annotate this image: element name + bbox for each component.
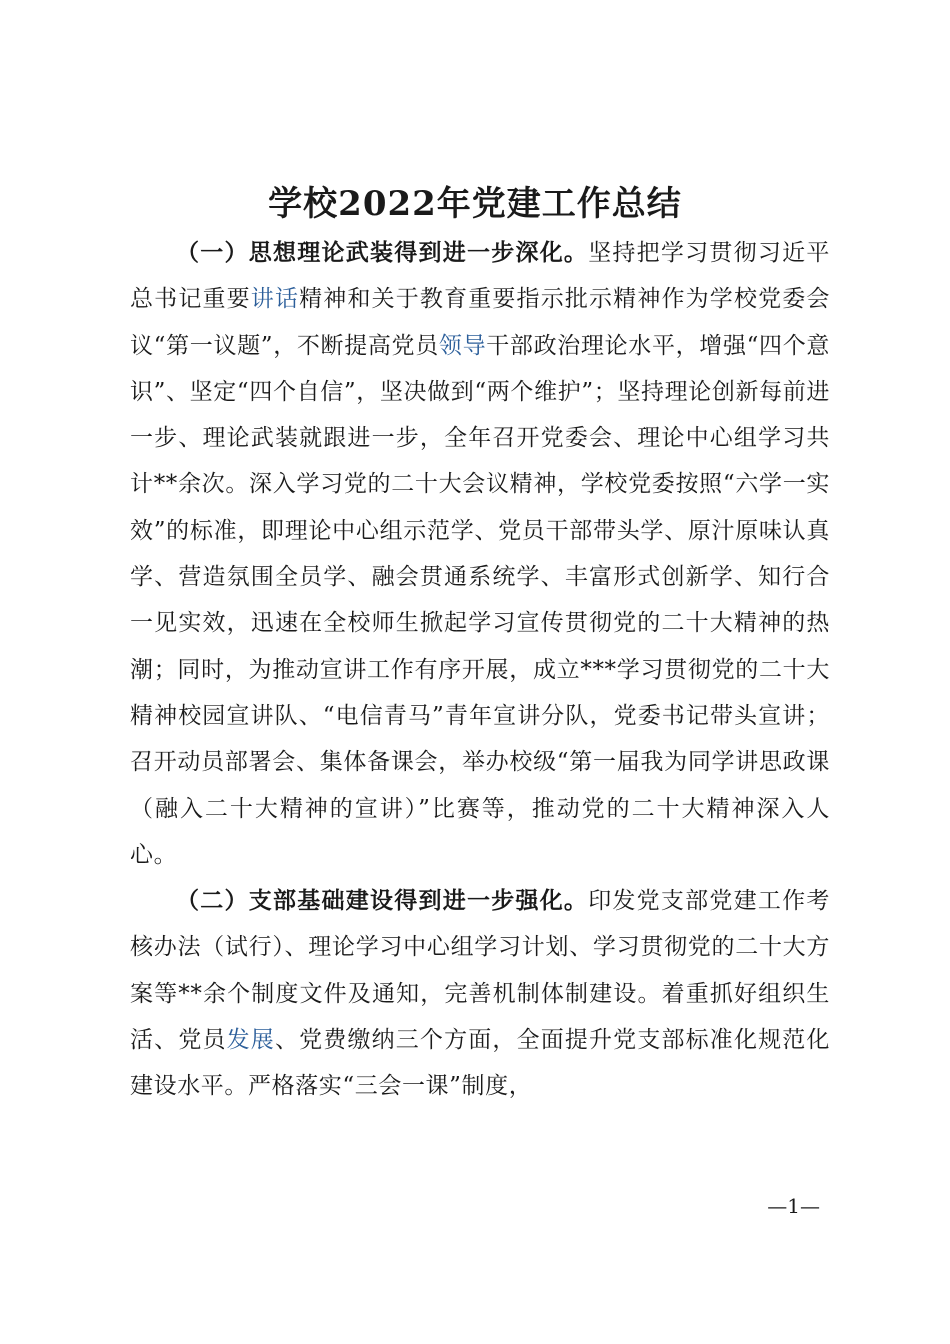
document-body	[130, 230, 830, 1110]
document-title: 学校2022年党建工作总结	[268, 184, 682, 224]
section-1-text-1: 坚持把学习贯彻习近平总书记重要	[130, 240, 831, 313]
section-2-link-development[interactable]: 发展	[226, 1027, 275, 1054]
section-2-paragraph	[130, 878, 830, 1109]
section-2-text-1: 印发党支部党建工作考核办法（试行）、理论学习中心组学习计划、学习贯彻党的二十大方案等**余个制度文件及通知，完善机制体制建设。着重抓好组织生活、党员	[130, 888, 831, 1054]
section-1-text-2: 精神和关于教育重要指示批示精神作为学校党委会议“第一议题”，不断提高党员	[130, 286, 831, 359]
section-1-link-speech[interactable]: 讲话	[250, 286, 300, 313]
section-1-link-leadership[interactable]: 领导	[438, 332, 487, 359]
section-1-paragraph	[130, 230, 830, 878]
section-2-text-2: 、党费缴纳三个方面，全面提升党支部标准化规范化建设水平。严格落实“三会一课”制度，	[130, 1027, 831, 1100]
section-1-heading: （一）思想理论武装得到进一步深化。	[176, 239, 589, 266]
page-number: —1—	[767, 1194, 820, 1218]
section-1-text-3: 干部政治理论水平，增强“四个意识”、坚定“四个自信”，坚决做到“两个维护”；坚持理论创新每前进一步、理论武装就跟进一步，全年召开党委会、理论中心组学习共计**余次。深入学习党的二十大会议精神，学校党委按照“六学一实效”的标准，即理论中心组示范学、党员干部带头学、原汁原味认真学、营造氛围全员学、融会贯通系统学、丰富形式创新学、知行合一见实效，迅速在全校师生掀起学习宣传贯彻党的二十大精神的热潮；同时，为推动宣讲工作有序开展，成立***学习贯彻党的二十大精神校园宣讲队、“电信青马”青年宣讲分队，党委书记带头宣讲；召开动员部署会、集体备课会，举办校级“第一届我为同学讲思政课（融入二十大精神的宣讲）”比赛等，推动党的二十大精神深入人心。	[130, 332, 830, 868]
section-2-heading: （二）支部基础建设得到进一步强化。	[176, 887, 589, 915]
